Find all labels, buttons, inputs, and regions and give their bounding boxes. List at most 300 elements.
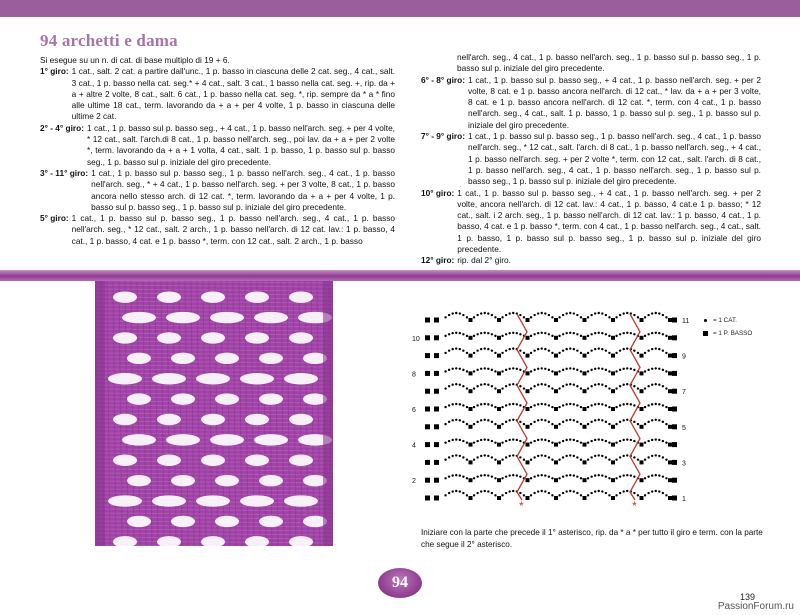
stitch-square [554,478,558,482]
chain-dot [451,348,453,350]
chain-dot [448,492,450,494]
chain-dot [533,369,535,371]
chain-dot [598,438,600,440]
chain-dot [590,456,592,458]
chain-dot [608,352,610,354]
round-label: 10° giro: [421,187,455,198]
swatch-hole [122,312,156,323]
chain-dot [541,383,543,385]
chain-dot [633,314,635,316]
chain-dot [576,475,578,477]
stitch-square [497,425,501,429]
chain-dot [665,441,667,443]
chain-dot [655,403,657,405]
chain-dot [491,421,493,423]
chain-dot [494,477,496,479]
round-label: 7° - 9° giro: [421,131,465,142]
chain-dot [601,348,603,350]
chain-dot [448,369,450,371]
chain-dot [455,367,457,369]
stitch-square [434,353,439,358]
swatch-hole [171,353,195,364]
stitch-square [640,336,644,340]
chain-dot [480,384,482,386]
chain-dot [622,368,624,370]
chain-dot [651,312,653,314]
chain-dot [448,421,450,423]
chain-dot [537,455,539,457]
stitch-square [497,443,501,447]
chain-dot [516,332,518,334]
chain-dot [537,474,539,476]
chain-dot [633,333,635,335]
legend-text: = 1 P. BASSO [713,330,753,337]
swatch-hole [196,373,230,384]
stitch-square [497,496,501,500]
chain-dot [501,459,503,461]
chain-dot [476,333,478,335]
chain-dot [658,348,660,350]
stitch-square [554,371,558,375]
chain-dot [637,316,639,318]
chain-dot [576,333,578,335]
chain-dot [519,333,521,335]
stitch-square [469,496,473,500]
chain-dot [605,349,607,351]
stitch-square [497,478,501,482]
chain-dot [491,349,493,351]
chain-dot [576,349,578,351]
chain-dot [501,494,503,496]
stitch-square [611,371,615,375]
chain-dot [587,316,589,318]
chain-dot [505,404,507,406]
row-label-left: 10 [412,335,420,343]
chain-dot [569,403,571,405]
swatch-hole [210,312,244,323]
chain-dot [501,370,503,372]
chain-dot [459,368,461,370]
chain-dot [512,383,514,385]
stitch-square [668,425,672,429]
stitch-legend [697,314,752,340]
swatch-hole [215,393,239,404]
chain-dot [501,477,503,479]
round-text: 1 cat., 1 p. basso sul p. basso seg., + 4 cat., 1 p. basso nell'arch. seg. + per 2 volte, ancora nell'arch. di 12 cat. lav.: 4 cat., 1 p. basso, 4 cat.e 1 p. basso; * 12 cat., salt. i 2 arch. seg., 1 p. basso nell'arch. di 12 cat. lav.: 1 p. basso, 4 cat., 1 p. basso, 4 cat. e 1 p. basso *, term. con 4 cat., 1 p. basso nell'arch. seg., 4 cat., salt. 1 p. basso, 1 p. basso sul p. basso seg., 1 p. basso sul p. iniziale del giro precedente. [457,187,761,255]
chain-dot [512,403,514,405]
chain-dot [562,421,564,423]
chain-dot [466,441,468,443]
chain-dot [565,368,567,370]
chain-dot [505,385,507,387]
round-entry [421,131,761,187]
chain-dot [665,335,667,337]
stitch-square [611,354,615,358]
chain-dot [590,404,592,406]
chain-dot [619,314,621,316]
chain-dot [487,368,489,370]
chain-dot [644,316,646,318]
chain-dot [523,387,525,389]
chain-dot [573,474,575,476]
chain-dot [651,439,653,441]
stitch-square [583,371,587,375]
chain-dot [587,370,589,372]
stitch-square [583,443,587,447]
stitch-square [497,354,501,358]
chain-dot [444,316,446,318]
chain-dot [651,474,653,476]
swatch-hole [289,291,313,302]
chain-dot [484,438,486,440]
chain-dot [530,335,532,337]
chain-dot [512,490,514,492]
chain-dot [558,352,560,354]
chain-dot [473,441,475,443]
chain-dot [651,403,653,405]
stitch-square [469,389,473,393]
chain-dot [487,419,489,421]
chain-dot [619,492,621,494]
chain-dot [630,474,632,476]
chain-dot [655,367,657,369]
chain-dot [569,419,571,421]
swatch-hole [127,475,151,486]
chain-dot [519,369,521,371]
row-label-right: 9 [682,353,686,361]
page-number: 139 [740,592,756,602]
chain-dot [551,494,553,496]
swatch-hole [215,475,239,486]
chain-dot [580,406,582,408]
chain-dot [598,490,600,492]
chain-dot [569,347,571,349]
chain-dot [491,385,493,387]
chain-dot [587,423,589,425]
chain-dot [476,369,478,371]
chain-dot [476,404,478,406]
chain-dot [544,368,546,370]
stitch-square [611,425,615,429]
chain-dot [662,385,664,387]
chain-dot [647,456,649,458]
chain-dot [605,475,607,477]
chain-dot [466,335,468,337]
chain-dot [544,312,546,314]
chain-dot [455,419,457,421]
round-entry [421,75,761,131]
chain-dot [651,368,653,370]
stitch-square [526,460,530,464]
swatch-hole [127,393,151,404]
round-text: 1 cat., salt. 2 cat. a partire dall'unc., 1 p. basso in ciascuna delle 2 cat. seg., 4 cat., salt. 3 cat., 1 p. basso nella cat. seg.* + 4 cat., salt. 3 cat., 1 basso nella cat. seg. +, rip. da + a + altre 2 volte, 8 cat., salt. 6 cat., 1 p. basso nella cat. seg. *, rip. sempre da * a * fino alle ultime 18 cat., term. lavorando da + a + per 4 volte, 1 p. basso in ciascuna delle ultime 2 cat. [71,66,395,122]
top-color-band [0,0,800,17]
stitch-square [583,460,587,464]
chain-dot [601,455,603,457]
chain-dot [565,419,567,421]
stitch-square [526,496,530,500]
chain-dot [537,439,539,441]
stitch-square [526,336,530,340]
chain-dot [551,352,553,354]
chain-dot [573,312,575,314]
swatch-hole [113,291,137,302]
swatch-hole [259,475,283,486]
chain-dot [655,490,657,492]
chain-dot [605,385,607,387]
round-text: 1 cat., 1 p. basso sul p. basso seg., + 4 cat., 1 p. basso nell'arch. seg. + per 2 volte, 8 cat. e 1 p. basso ancora nell'arch. di 12 cat., * lav. da + a + per 3 volte, 8 cat. e 1 p. basso ancora nell'arch. di 12 cat. *, term. con 4 cat., 1 p. basso nell'arch. seg., 4 cat., salt. 1 p. basso, 1 p. basso sul p. seg., 1 p. basso sul p. iniziale del giro precedente. [467,74,761,130]
chain-dot [665,352,667,354]
chain-dot [587,406,589,408]
chain-dot [480,332,482,334]
chain-dot [476,385,478,387]
chain-dot [494,459,496,461]
chain-dot [665,406,667,408]
chain-dot [565,403,567,405]
stitch-square [583,354,587,358]
chain-dot [484,474,486,476]
chain-dot [448,333,450,335]
chain-dot [519,440,521,442]
chain-dot [484,419,486,421]
chain-dot [558,477,560,479]
chain-dot [508,312,510,314]
chain-dot [455,490,457,492]
chain-dot [633,475,635,477]
chain-dot [544,455,546,457]
stitch-square [583,425,587,429]
chain-dot [615,316,617,318]
chain-dot [462,404,464,406]
chain-dot [494,316,496,318]
stitch-square [469,443,473,447]
chain-dot [580,335,582,337]
chain-dot [473,459,475,461]
chain-dot [459,384,461,386]
swatch-hole [284,495,318,506]
chain-dot [480,368,482,370]
chain-dot [580,370,582,372]
chain-dot [491,314,493,316]
chain-dot [476,421,478,423]
chain-dot [476,456,478,458]
chain-dot [551,316,553,318]
stitch-square [497,318,501,322]
chain-dot [451,455,453,457]
chain-dot [647,475,649,477]
chain-dot [637,494,639,496]
stitch-square [554,443,558,447]
chain-dot [541,490,543,492]
chain-dot [459,439,461,441]
chain-dot [580,459,582,461]
chain-dot [569,332,571,334]
chain-dot [590,475,592,477]
chain-dot [622,455,624,457]
chain-dot [665,370,667,372]
chain-dot [619,440,621,442]
chain-dot [480,474,482,476]
chain-dot [459,403,461,405]
chain-dot [519,421,521,423]
chain-dot [455,383,457,385]
page-title: 94 archetti e dama [40,31,178,50]
stitch-square [469,354,473,358]
chain-dot [665,387,667,389]
chain-dot [473,387,475,389]
chain-dot [480,312,482,314]
chain-dot [615,352,617,354]
chain-dot [558,387,560,389]
chain-dot [551,370,553,372]
chain-dot [626,367,628,369]
chain-dot [633,385,635,387]
chain-dot [587,441,589,443]
chain-dot [655,383,657,385]
chain-dot [519,492,521,494]
chain-dot [459,332,461,334]
chain-dot [569,474,571,476]
chain-dot [562,369,564,371]
stitch-square [425,460,430,465]
chain-dot [580,441,582,443]
chain-dot [615,494,617,496]
chain-dot [665,494,667,496]
chain-dot [548,440,550,442]
stitch-square [425,318,430,323]
chain-dot [615,477,617,479]
swatch-edge [323,281,333,546]
chain-dot [644,494,646,496]
stitch-square [672,335,677,340]
chain-dot [651,490,653,492]
stitch-square [672,496,677,501]
chain-dot [466,406,468,408]
chain-dot [544,439,546,441]
chain-dot [580,352,582,354]
chain-dot [451,368,453,370]
chain-dot [448,385,450,387]
chain-dot [533,421,535,423]
chain-dot [651,348,653,350]
chain-dot [633,492,635,494]
stitch-square [526,478,530,482]
chain-dot [637,352,639,354]
legend-item-chain [697,314,752,327]
chain-dot [451,312,453,314]
chain-dot [576,404,578,406]
stitch-square [434,424,439,429]
chain-dot [565,348,567,350]
chain-dot [573,332,575,334]
chain-dot [444,423,446,425]
stitch-square [672,460,677,465]
chain-dot [644,335,646,337]
stitch-square [554,496,558,500]
chain-dot [484,367,486,369]
chain-dot [569,383,571,385]
chain-dot [505,314,507,316]
chain-dot [487,474,489,476]
stitch-square [640,425,644,429]
swatch-hole [157,332,181,343]
swatch-hole [289,414,313,425]
stitch-square [672,389,677,394]
stitch-square [672,442,677,447]
swatch-hole [201,455,225,466]
chain-dot [455,438,457,440]
chain-dot [494,387,496,389]
chain-dot [541,367,543,369]
chain-dot [651,419,653,421]
chain-dot [580,423,582,425]
stitch-square [425,496,430,501]
chain-dot [505,333,507,335]
chain-dot [466,387,468,389]
chain-dot [537,348,539,350]
chain-dot [647,421,649,423]
chain-dot [462,456,464,458]
chain-dot [501,387,503,389]
swatch-hole [284,373,318,384]
chain-dot [491,492,493,494]
chain-dot [537,332,539,334]
chain-dot [505,440,507,442]
chain-dot [590,369,592,371]
chain-dot [580,477,582,479]
chain-dot [626,312,628,314]
chain-dot [533,349,535,351]
chain-dot [562,404,564,406]
chain-dot [451,384,453,386]
chain-dot [494,406,496,408]
chain-dot [562,333,564,335]
chain-dot [619,475,621,477]
chain-dot [512,312,514,314]
chain-dot [530,459,532,461]
chain-dot [598,403,600,405]
chain-dot [562,385,564,387]
swatch-hole [201,332,225,343]
chain-dot [655,474,657,476]
chain-dot [647,369,649,371]
chain-dot [537,384,539,386]
chain-dot [576,456,578,458]
chain-dot [462,440,464,442]
chain-dot [608,387,610,389]
chain-dot [512,332,514,334]
chain-dot [605,369,607,371]
chain-dot [484,454,486,456]
chain-dot [466,459,468,461]
chain-dot [562,314,564,316]
chain-dot [615,459,617,461]
chain-dot [451,439,453,441]
chain-dot [541,347,543,349]
chain-dot [608,406,610,408]
chain-dot [537,490,539,492]
chain-dot [644,423,646,425]
swatch-hole [201,414,225,425]
chain-dot [655,312,657,314]
chain-dot [544,403,546,405]
chain-dot [466,423,468,425]
legend-text: = 1 CAT. [713,317,737,324]
stitch-square [583,407,587,411]
chain-dot [665,477,667,479]
chain-dot [476,492,478,494]
chain-dot [651,332,653,334]
